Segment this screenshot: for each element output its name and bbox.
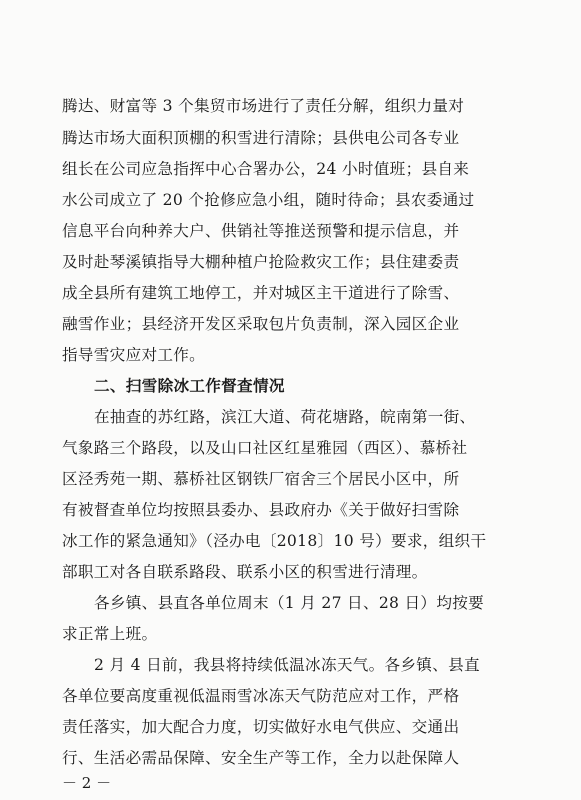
text-line: 腾达市场大面积顶棚的积雪进行清除；县供电公司各专业 bbox=[62, 129, 460, 147]
text-line: 各单位要高度重视低温雨雪冰冻天气防范应对工作，严格 bbox=[62, 687, 460, 705]
text-line: 信息平台向种养大户、供销社等推送预警和提示信息，并 bbox=[62, 222, 460, 240]
text-line: 腾达、财富等 3 个集贸市场进行了责任分解，组织力量对 bbox=[62, 97, 465, 115]
text-line: 冰工作的紧急通知》（泾办电〔2018〕10 号）要求，组织干 bbox=[62, 532, 487, 550]
paragraph-start-line: 各乡镇、县直各单位周末（1 月 27 日、28 日）均按要 bbox=[94, 594, 485, 612]
section-heading: 二、扫雪除冰工作督查情况 bbox=[94, 377, 285, 395]
text-line: 求正常上班。 bbox=[62, 625, 158, 643]
text-line: 区泾秀苑一期、慕桥社区钢铁厂宿舍三个居民小区中，所 bbox=[62, 470, 460, 488]
text-line: 水公司成立了 20 个抢修应急小组，随时待命；县农委通过 bbox=[62, 191, 475, 209]
text-line: 气象路三个路段，以及山口社区红星雅园（西区）、慕桥社 bbox=[62, 439, 468, 457]
text-line: 指导雪灾应对工作。 bbox=[62, 346, 206, 364]
paragraph-start-line: 在抽查的苏红路，滨江大道、荷花塘路，皖南第一街、 bbox=[94, 408, 476, 426]
text-line: 成全县所有建筑工地停工，并对城区主干道进行了除雪、 bbox=[62, 284, 460, 302]
page-number: － 2 － bbox=[62, 774, 112, 792]
text-line: 组长在公司应急指挥中心合署办公，24 小时值班；县自来 bbox=[62, 160, 470, 178]
text-line: 及时赴琴溪镇指导大棚种植户抢险救灾工作；县住建委责 bbox=[62, 253, 460, 271]
text-line: 部职工对各自联系路段、联系小区的积雪进行清理。 bbox=[62, 563, 428, 581]
text-line: 行、生活必需品保障、安全生产等工作，全力以赴保障人 bbox=[62, 749, 460, 767]
paragraph-start-line: 2 月 4 日前，我县将持续低温冰冻天气。各乡镇、县直 bbox=[94, 656, 480, 674]
text-line: 融雪作业；县经济开发区采取包片负责制，深入园区企业 bbox=[62, 315, 460, 333]
text-line: 有被督查单位均按照县委办、县政府办《关于做好扫雪除 bbox=[62, 501, 460, 519]
text-line: 责任落实，加大配合力度，切实做好水电气供应、交通出 bbox=[62, 718, 460, 736]
